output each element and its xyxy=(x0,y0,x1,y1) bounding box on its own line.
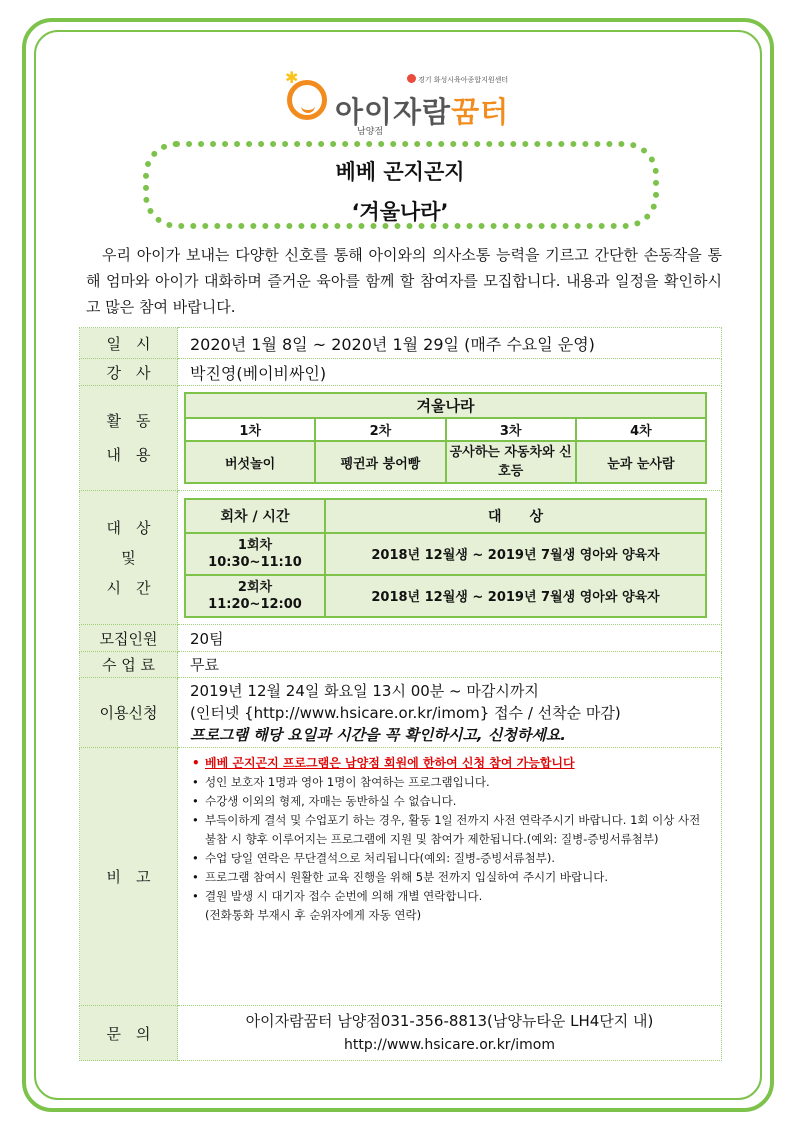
topic-2: 펭귄과 붕어빵 xyxy=(315,441,445,483)
apply-label: 이용신청 xyxy=(80,678,178,748)
activity-label-2: 내 용 xyxy=(106,446,151,464)
row-activity xyxy=(80,386,722,491)
activity-header: 겨울나라 xyxy=(185,393,706,418)
topic-1: 버섯놀이 xyxy=(185,441,315,483)
topic-4: 눈과 눈사람 xyxy=(576,441,706,483)
fee-label: 수 업 료 xyxy=(80,652,178,678)
capacity-label: 모집인원 xyxy=(80,625,178,652)
apply-period: 2019년 12월 24일 화요일 13시 00분 ~ 마감시까지 xyxy=(190,681,539,700)
note-item: • 부득이하게 결석 및 수업포기 하는 경우, 활동 1일 전까지 사전 연락주시기 바랍니다. 1회 이상 사전 불참 시 향후 이루어지는 프로그램에 지원 및 참여가 제한됩니다.(예외: 질병-증빙서류첨부) xyxy=(192,811,711,849)
smiley-face-icon xyxy=(287,80,327,120)
slot-header: 회차 / 시간 xyxy=(185,499,325,533)
slot-2-name: 2회차 xyxy=(237,579,273,595)
apply-cell xyxy=(178,678,722,748)
star-icon: ✱ xyxy=(285,68,299,87)
target-label xyxy=(80,491,178,625)
row-instructor xyxy=(80,359,722,386)
target-cell xyxy=(178,491,722,625)
contact-link[interactable]: http://www.hsicare.or.kr/imom xyxy=(343,1037,556,1053)
center-name: 경기 화성시육아종합지원센터 xyxy=(418,76,509,84)
slot-1 xyxy=(185,533,325,575)
session-4: 4차 xyxy=(576,418,706,441)
date-label: 일 시 xyxy=(80,328,178,359)
row-fee xyxy=(80,652,722,678)
slot-2-target: 2018년 12월생 ~ 2019년 7월생 영아와 양육자 xyxy=(325,575,706,617)
notes-label: 비 고 xyxy=(80,748,178,1006)
date-value: 2020년 1월 8일 ~ 2020년 1월 29일 (매주 수요일 운영) xyxy=(178,328,722,359)
note-item: • 결원 발생 시 대기자 접수 순번에 의해 개별 연락합니다. xyxy=(192,887,711,906)
slot-2-time: 11:20~12:00 xyxy=(208,596,302,612)
capacity-value: 20팀 xyxy=(178,625,722,652)
apply-method: (인터넷 {http://www.hsicare.or.kr/imom} 접수 / 선착순 마감) xyxy=(190,703,621,722)
page-subtitle: ‘겨울나라’ xyxy=(351,200,449,224)
topic-3: 공사하는 자동차와 신호등 xyxy=(446,441,576,483)
slot-1-time: 10:30~11:10 xyxy=(208,554,302,570)
logo-name-a: 아이자람 xyxy=(335,95,452,129)
slot-2 xyxy=(185,575,325,617)
apply-notice: 프로그램 해당 요일과 시간을 꼭 확인하시고, 신청하세요. xyxy=(190,725,567,744)
session-1: 1차 xyxy=(185,418,315,441)
instructor-value: 박진영(베이비싸인) xyxy=(178,359,722,386)
row-target xyxy=(80,491,722,625)
row-notes xyxy=(80,748,722,1006)
row-date xyxy=(80,328,722,359)
target-header: 대 상 xyxy=(325,499,706,533)
contact-cell xyxy=(178,1006,722,1061)
note-sub: (전화통화 부재시 후 순위자에게 자동 연락) xyxy=(205,908,422,922)
instructor-label: 강 사 xyxy=(80,359,178,386)
logo-branch: 남양점 xyxy=(357,127,384,137)
slot-1-name: 1회차 xyxy=(237,537,273,553)
info-table xyxy=(79,327,722,1061)
fee-value: 무료 xyxy=(178,652,722,678)
target-label-3: 시 간 xyxy=(106,578,151,597)
note-item: • 성인 보호자 1명과 영아 1명이 참여하는 프로그램입니다. xyxy=(192,773,711,792)
notes-cell xyxy=(178,748,722,1006)
note-item: • 수강생 이외의 형제, 자매는 동반하실 수 없습니다. xyxy=(192,792,711,811)
contact-phone: 아이자람꿈터 남양점031-356-8813(남양뉴타운 LH4단지 내) xyxy=(245,1012,654,1030)
note-item: • 수업 당일 연락은 무단결석으로 처리됩니다(예외: 질병-증빙서류첨부). xyxy=(192,849,711,868)
logo xyxy=(285,70,535,142)
page-title: 베베 곤지곤지 xyxy=(335,160,465,184)
activity-cell xyxy=(178,386,722,491)
activity-label xyxy=(80,386,178,491)
center-logo-icon xyxy=(407,74,416,83)
target-table xyxy=(184,498,707,618)
notes-list xyxy=(178,748,721,931)
target-label-1: 대 상 xyxy=(106,518,151,537)
slot-1-target: 2018년 12월생 ~ 2019년 7월생 영아와 양육자 xyxy=(325,533,706,575)
contact-label: 문 의 xyxy=(80,1006,178,1061)
session-3: 3차 xyxy=(446,418,576,441)
activity-label-1: 활 동 xyxy=(106,412,151,430)
activity-table xyxy=(184,392,707,484)
row-apply xyxy=(80,678,722,748)
logo-name-b: 꿈터 xyxy=(451,95,510,129)
session-2: 2차 xyxy=(315,418,445,441)
row-capacity xyxy=(80,625,722,652)
note-item: • 프로그램 참여시 원활한 교육 진행을 위해 5분 전까지 입실하여 주시기 바랍니다. xyxy=(192,868,711,887)
target-label-2: 및 xyxy=(121,548,136,567)
notes-highlight: • 베베 곤지곤지 프로그램은 남양점 회원에 한하여 신청 참여 가능합니다 xyxy=(192,754,711,773)
intro-paragraph: 우리 아이가 보내는 다양한 신호를 통해 아이와의 의사소통 능력을 기르고 간단한 손동작을 통해 엄마와 아이가 대화하며 즐거운 육아를 함께 할 참여자를 모집합니다. 내용과 일정을 확인하시고 많은 참여 바랍니다. xyxy=(86,246,722,316)
row-contact xyxy=(80,1006,722,1061)
